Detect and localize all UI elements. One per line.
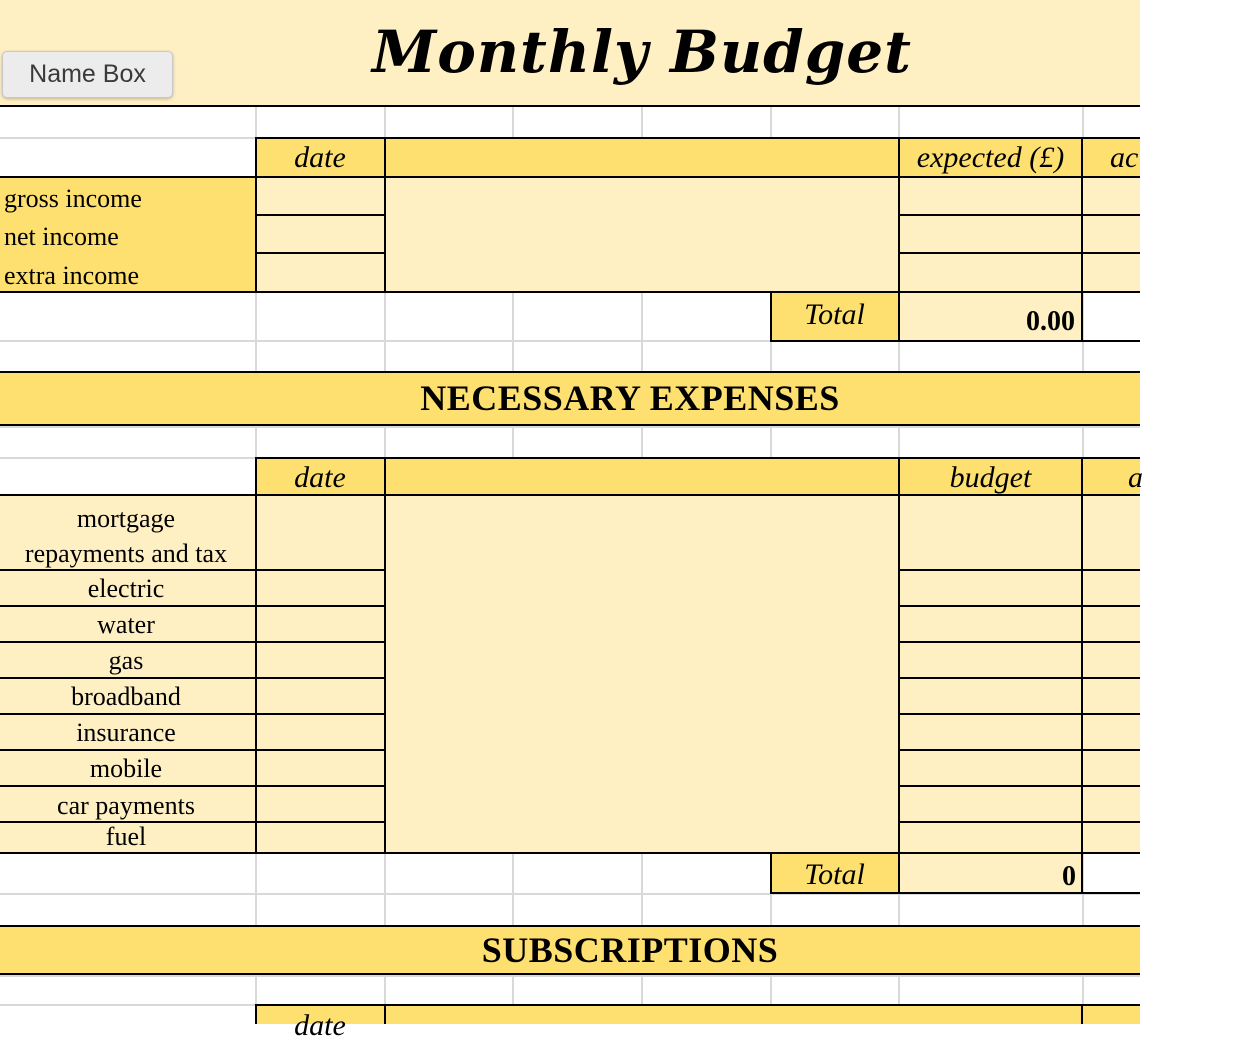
expenses-total-value: 0 xyxy=(1062,861,1076,892)
expense-row-label: fuel xyxy=(105,822,147,851)
expense-row-label: mobile xyxy=(89,754,163,783)
income-total-value: 0.00 xyxy=(1026,306,1075,337)
expenses-budget-cells xyxy=(899,496,1082,853)
expense-row-label: car payments xyxy=(57,791,195,820)
income-total-label: Total xyxy=(804,298,865,331)
border xyxy=(898,713,1140,715)
border xyxy=(898,677,1140,679)
border xyxy=(898,569,1140,571)
border xyxy=(0,424,1140,426)
income-actual-header: ac xyxy=(1110,141,1139,174)
sheet-title: Monthly Budget xyxy=(372,18,912,86)
border xyxy=(384,137,386,292)
border xyxy=(898,821,1140,823)
income-expected-header: expected (£) xyxy=(916,141,1065,174)
expenses-total-label: Total xyxy=(804,858,865,891)
expenses-budget-header: budget xyxy=(949,461,1032,494)
gridline xyxy=(0,426,1140,428)
subscriptions-date-header: date xyxy=(294,1009,346,1042)
border xyxy=(255,214,385,216)
expenses-actual-cells xyxy=(1083,496,1140,853)
expenses-date-cells xyxy=(256,496,384,853)
border xyxy=(898,457,900,894)
border xyxy=(898,641,1140,643)
border xyxy=(898,214,1140,216)
income-row-label: gross income xyxy=(4,184,142,213)
gridline xyxy=(0,975,1140,977)
expense-row-label: mortgage xyxy=(76,504,176,533)
expense-row-label: insurance xyxy=(76,718,176,747)
necessary-expenses-title: NECESSARY EXPENSES xyxy=(420,378,840,418)
border xyxy=(255,457,1140,459)
income-expected-cells xyxy=(899,177,1082,292)
expenses-notes-area xyxy=(385,496,899,853)
expenses-actual-header: a xyxy=(1128,461,1143,494)
subscriptions-header-row xyxy=(255,1006,1140,1024)
border xyxy=(0,291,1140,293)
border xyxy=(898,749,1140,751)
border xyxy=(898,785,1140,787)
border xyxy=(1081,457,1083,894)
border xyxy=(255,137,1140,139)
border xyxy=(384,457,386,853)
border xyxy=(255,252,385,254)
border xyxy=(384,1004,386,1024)
expense-row-label: water xyxy=(97,610,155,639)
expense-row-label: repayments and tax xyxy=(24,539,228,568)
border xyxy=(255,1004,1140,1006)
income-row-label: extra income xyxy=(4,261,139,290)
title-border xyxy=(0,105,1140,107)
expense-row-label: broadband xyxy=(71,682,181,711)
border xyxy=(898,605,1140,607)
subscriptions-title: SUBSCRIPTIONS xyxy=(481,930,779,970)
name-box[interactable]: Name Box xyxy=(2,51,173,98)
income-date-header: date xyxy=(294,141,346,174)
income-date-cells xyxy=(256,177,384,292)
expense-row-label: electric xyxy=(87,574,165,603)
expense-row-label: gas xyxy=(108,646,144,675)
border xyxy=(898,252,1140,254)
expenses-date-header: date xyxy=(294,461,346,494)
income-actual-cells xyxy=(1083,177,1140,292)
border xyxy=(0,176,1140,178)
border xyxy=(1081,1004,1083,1024)
subscriptions-date-header-clip xyxy=(256,1006,384,1042)
border xyxy=(255,457,257,853)
income-notes-area xyxy=(385,177,899,292)
income-row-label: net income xyxy=(4,222,119,251)
